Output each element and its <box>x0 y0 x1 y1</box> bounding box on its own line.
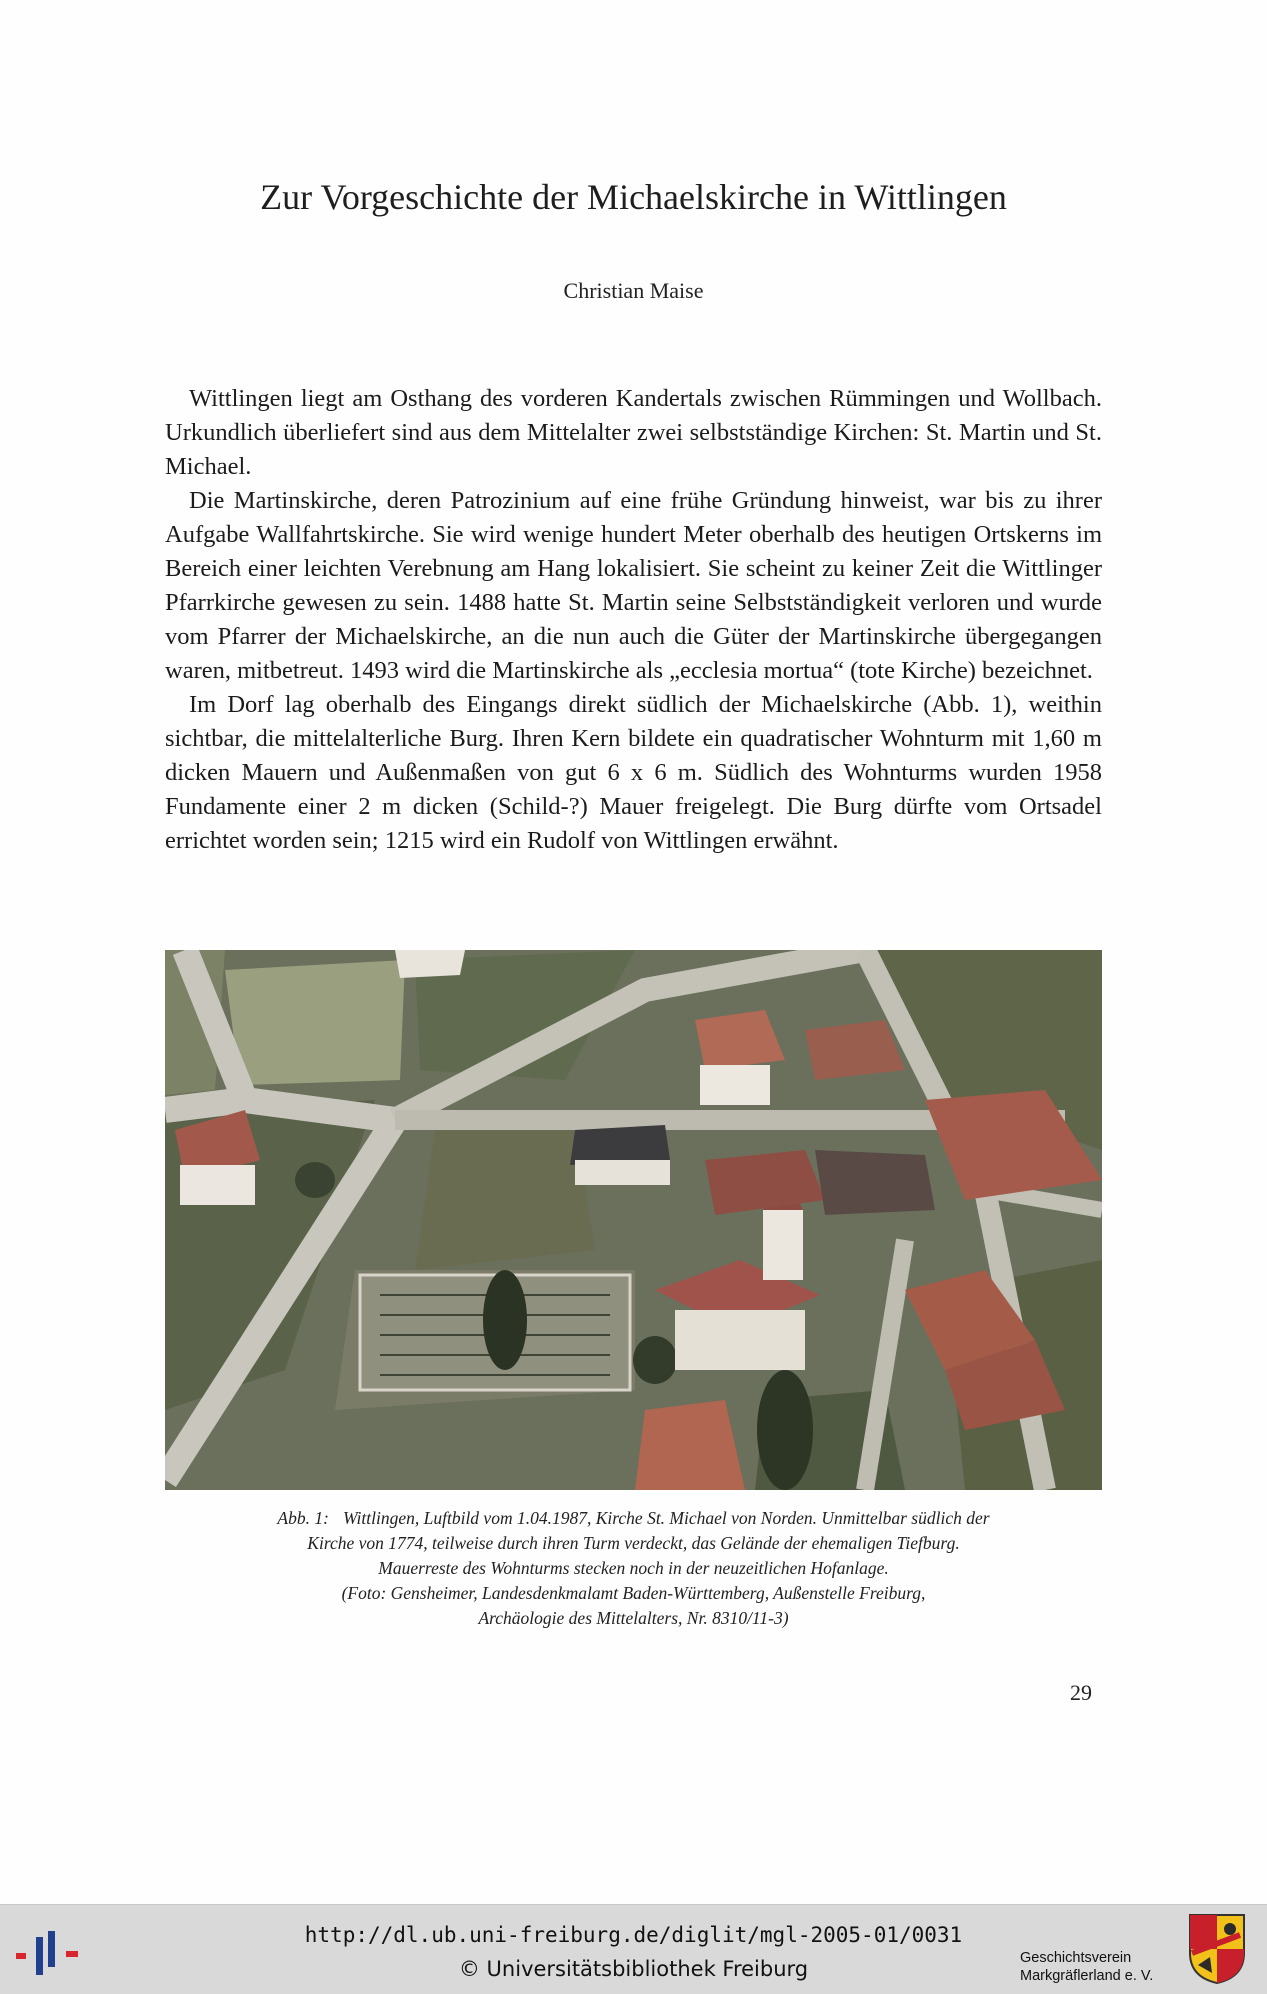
caption-line: (Foto: Gensheimer, Landesdenkmalamt Baden-Württemberg, Außenstelle Freiburg, <box>341 1583 926 1603</box>
figure-label: Abb. 1: <box>277 1508 329 1528</box>
aerial-photo <box>165 950 1102 1490</box>
society-name-line: Markgräflerland e. V. <box>1020 1968 1154 1984</box>
article-author: Christian Maise <box>563 278 704 303</box>
caption-line: Mauerreste des Wohnturms stecken noch in der neuzeitlichen Hofanlage. <box>378 1558 889 1578</box>
source-url[interactable]: http://dl.ub.uni-freiburg.de/diglit/mgl-2005-01/0031 <box>304 1923 963 1947</box>
caption-line: Kirche von 1774, teilweise durch ihren Turm verdeckt, das Gelände der ehemaligen Tiefburg. <box>307 1533 960 1553</box>
aerial-photo-illustration <box>165 950 1102 1490</box>
paragraph: Wittlingen liegt am Osthang des vorderen Kandertals zwischen Rümmingen und Wollbach. Urkundlich überliefert sind aus dem Mittelalter zwei selbstständige Kirchen: St. Martin und St. Michael. <box>165 385 1102 480</box>
society-name-line: Geschichtsverein <box>1020 1950 1132 1966</box>
coat-of-arms-icon <box>1188 1913 1246 1985</box>
caption-line: Archäologie des Mittelalters, Nr. 8310/11-3) <box>478 1608 789 1628</box>
paragraph: Im Dorf lag oberhalb des Eingangs direkt südlich der Michaelskirche (Abb. 1), weithin sichtbar, die mittelalterliche Burg. Ihren Kern bildete ein quadratischer Wohnturm mit 1,60 m dicken Mauern und Außenmaßen von gut 6 x 6 m. Südlich des Wohnturms wurden 1958 Fundamente einer 2 m dicken (Schild-?) Mauer freigelegt. Die Burg dürfte vom Ortsadel errichtet worden sein; 1215 wird ein Rudolf von Wittlingen erwähnt. <box>165 691 1102 854</box>
article-title: Zur Vorgeschichte der Michaelskirche in Wittlingen <box>260 177 1007 217</box>
caption-line <box>165 1506 1102 1531</box>
caption-text: Wittlingen, Luftbild vom 1.04.1987, Kirche St. Michael von Norden. Unmittelbar südlich der <box>342 1508 990 1528</box>
article-body <box>165 382 1102 858</box>
paragraph: Die Martinskirche, deren Patrozinium auf eine frühe Gründung hinweist, war bis zu ihrer Aufgabe Wallfahrtskirche. Sie wird wenige hundert Meter oberhalb des heutigen Ortskerns im Bereich einer leichten Verebnung am Hang lokalisiert. Sie scheint zu keiner Zeit die Wittlinger Pfarrkirche gewesen zu sein. 1488 hatte St. Martin seine Selbstständigkeit verloren und wurde vom Pfarrer der Michaelskirche, an die nun auch die Güter der Martinskirche übergegangen waren, mitbetreut. 1493 wird die Martinskirche als „ecclesia mortua“ (tote Kirche) bezeichnet. <box>165 487 1102 684</box>
copyright-notice: © Universitätsbibliothek Freiburg <box>458 1957 809 1981</box>
page-number: 29 <box>1070 1680 1092 1705</box>
society-name <box>1020 1949 1185 1985</box>
viewer-footer <box>0 1904 1267 1994</box>
figure-caption <box>165 1506 1102 1631</box>
